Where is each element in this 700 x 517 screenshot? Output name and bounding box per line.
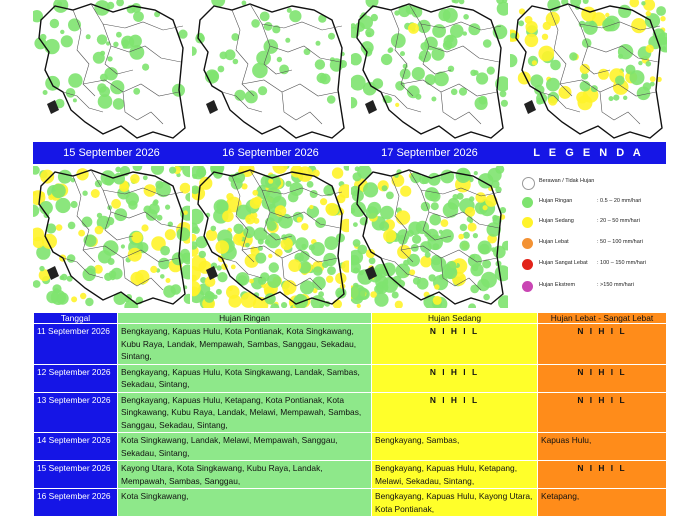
legend-item-name: Hujan Sangat Lebat: [539, 260, 588, 266]
rainfall-map: [192, 0, 349, 140]
row-date: 13 September 2026: [34, 392, 118, 433]
row-date: 14 September 2026: [34, 433, 118, 461]
row-sedang: [372, 392, 538, 433]
header-hujan-ringan: Hujan Ringan: [118, 313, 372, 324]
map-panel-15: [33, 166, 190, 308]
row-sedang: [372, 324, 538, 365]
row-sedang: Bengkayang, Kapuas Hulu, Ketapang, Melawi, Sekadau, Sintang,: [372, 461, 538, 489]
row-date: 16 September 2026: [34, 489, 118, 517]
table-row: [34, 392, 667, 433]
legend-item-name: Hujan Ekstrem: [539, 282, 576, 288]
forecast-table: [33, 312, 667, 517]
legend-item: [510, 259, 665, 273]
legend-swatch: [522, 217, 533, 228]
table-row: [34, 324, 667, 365]
row-sedang: Bengkayang, Sambas,: [372, 433, 538, 461]
row-lebat: Ketapang,: [538, 489, 667, 517]
legend-item: [510, 238, 665, 252]
legend-item-name: Berawan / Tidak Hujan: [539, 178, 595, 184]
rainfall-map: [33, 0, 190, 140]
date-bar: [33, 142, 666, 164]
legend-item-name: Hujan Sedang: [539, 218, 574, 224]
map-panel-1: [33, 0, 190, 140]
legend-item-range: : 50 – 100 mm/hari: [597, 239, 643, 245]
row-lebat: [538, 392, 667, 433]
row-lebat: [538, 324, 667, 365]
table-header-row: [34, 313, 667, 324]
map-panel-16: [192, 166, 349, 308]
row-lebat: [538, 364, 667, 392]
row-ringan: Bengkayang, Kapuas Hulu, Ketapang, Kota Pontianak, Kota Singkawang, Kubu Raya, Landak, Melawi, Mempawah, Sambas, Sanggau, Sekadau, Sintang,: [118, 392, 372, 433]
nihil-label: N I H I L: [577, 394, 627, 405]
map-panel-2: [192, 0, 349, 140]
legend-item-name: Hujan Lebat: [539, 239, 569, 245]
row-date: 12 September 2026: [34, 364, 118, 392]
row-lebat: Kapuas Hulu,: [538, 433, 667, 461]
row-ringan: Kayong Utara, Kota Singkawang, Kubu Raya, Landak, Mempawah, Sambas, Sanggau,: [118, 461, 372, 489]
legend-item-range: : 100 – 150 mm/hari: [597, 260, 646, 266]
legend-panel: [510, 166, 665, 306]
map-date-label-16: 16 September 2026: [222, 147, 319, 159]
table-row: [34, 433, 667, 461]
row-ringan: Bengkayang, Kapuas Hulu, Kota Singkawang, Landak, Sambas, Sekadau, Sintang,: [118, 364, 372, 392]
table-row: [34, 461, 667, 489]
header-hujan-lebat: Hujan Lebat - Sangat Lebat: [538, 313, 667, 324]
row-date: 15 September 2026: [34, 461, 118, 489]
table-row: [34, 364, 667, 392]
map-panel-4: [510, 0, 667, 140]
legend-item-range: : >150 mm/hari: [597, 282, 634, 288]
row-date: 11 September 2026: [34, 324, 118, 365]
rainfall-map: [510, 0, 667, 140]
nihil-label: N I H I L: [429, 394, 480, 405]
nihil-label: N I H I L: [577, 463, 627, 473]
map-panel-3: [351, 0, 508, 140]
legend-swatch: [522, 259, 533, 270]
map-date-label-17: 17 September 2026: [381, 147, 478, 159]
legend-item: [510, 217, 665, 231]
row-sedang: [372, 364, 538, 392]
map-panel-17: [351, 166, 508, 308]
row-sedang: Bengkayang, Kapuas Hulu, Kayong Utara, Kota Pontianak,: [372, 489, 538, 517]
header-date: Tanggal: [34, 313, 118, 324]
rainfall-map: [351, 0, 508, 140]
nihil-label: N I H I L: [429, 326, 480, 336]
legend-item: [510, 197, 665, 211]
legend-title: L E G E N D A: [533, 147, 644, 159]
legend-item: [510, 177, 665, 191]
row-ringan: Kota Singkawang, Landak, Melawi, Mempawah, Sanggau, Sekadau, Sintang,: [118, 433, 372, 461]
legend-item-name: Hujan Ringan: [539, 198, 573, 204]
rainfall-map: [192, 166, 349, 308]
rainfall-map: [33, 166, 190, 308]
legend-item: [510, 281, 665, 295]
legend-swatch: [522, 197, 533, 208]
header-hujan-sedang: Hujan Sedang: [372, 313, 538, 324]
rainfall-map: [351, 166, 508, 308]
row-lebat: [538, 461, 667, 489]
nihil-label: N I H I L: [429, 366, 480, 377]
nihil-label: N I H I L: [577, 366, 627, 377]
legend-swatch: [522, 177, 535, 190]
legend-swatch: [522, 238, 533, 249]
map-date-label-15: 15 September 2026: [63, 147, 160, 159]
legend-item-range: : 0.5 – 20 mm/hari: [597, 198, 642, 204]
nihil-label: N I H I L: [577, 326, 627, 336]
table-row: [34, 489, 667, 517]
legend-item-range: : 20 – 50 mm/hari: [597, 218, 640, 224]
row-ringan: Bengkayang, Kapuas Hulu, Kota Pontianak, Kota Singkawang, Kubu Raya, Landak, Mempawah, Sambas, Sanggau, Sekadau, Sintang,: [118, 324, 372, 365]
legend-swatch: [522, 281, 533, 292]
row-ringan: Kota Singkawang,: [118, 489, 372, 517]
